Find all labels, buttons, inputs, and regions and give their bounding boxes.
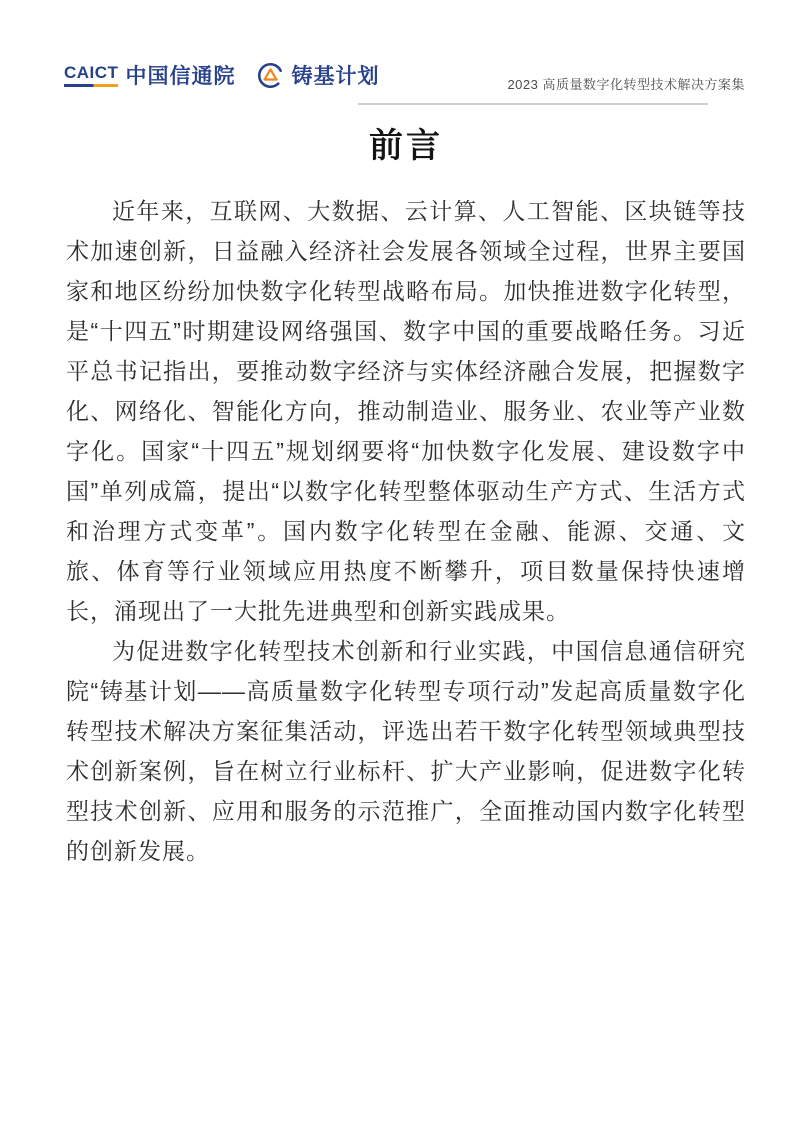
paragraph-1: 近年来，互联网、大数据、云计算、人工智能、区块链等技术加速创新，日益融入经济社会发展各领域全过程，世界主要国家和地区纷纷加快数字化转型战略布局。加快推进数字化转型，是“十四五”时期建设网络强国、数字中国的重要战略任务。习近平总书记指出，要推动数字经济与实体经济融合发展，把握数字化、网络化、智能化方向，推动制造业、服务业、农业等产业数字化。国家“十四五”规划纲要将“加快数字化发展、建设数字中国”单列成篇，提出“以数字化转型整体驱动生产方式、生活方式和治理方式变革”。国内数字化转型在金融、能源、交通、文旅、体育等行业领域应用热度不断攀升，项目数量保持快速增长，涌现出了一大批先进典型和创新实践成果。 <box>66 198 746 624</box>
document-body <box>66 118 746 871</box>
paragraph-2: 为促进数字化转型技术创新和行业实践，中国信息通信研究院“铸基计划——高质量数字化转型专项行动”发起高质量数字化转型技术解决方案征集活动，评选出若干数字化转型领域典型技术创新案例，旨在树立行业标杆、扩大产业影响，促进数字化转型技术创新、应用和服务的示范推广，全面推动国内数字化转型的创新发展。 <box>66 638 746 864</box>
caict-logo <box>64 60 235 90</box>
header-collection-title: 2023 高质量数字化转型技术解决方案集 <box>507 77 745 92</box>
page-title: 前言 <box>369 127 443 165</box>
caict-underline-bar <box>64 84 118 87</box>
zhuji-logo <box>257 60 379 90</box>
zhuji-circle-triangle-icon <box>257 62 284 89</box>
caict-acronym-text: CAICT <box>64 62 119 82</box>
header-divider-line <box>358 103 708 105</box>
zhuji-name-text: 铸基计划 <box>291 65 380 88</box>
header-logos <box>64 60 379 90</box>
caict-name-text: 中国信通院 <box>125 65 236 88</box>
caict-logo-icon <box>64 64 118 87</box>
